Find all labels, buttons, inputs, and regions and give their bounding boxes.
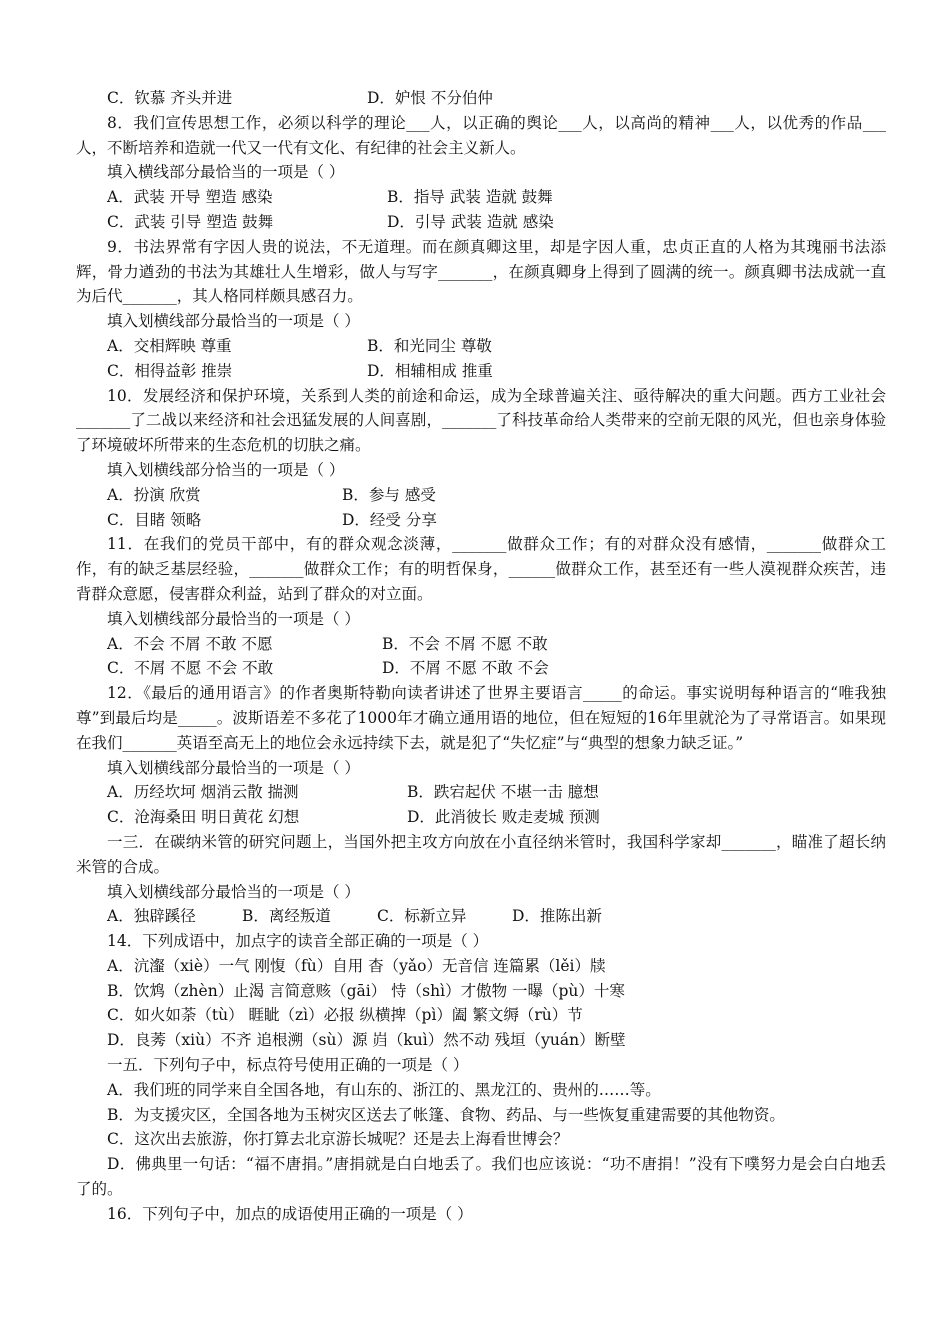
q14-option-a xyxy=(76,954,886,979)
option-b: B．指导 武装 造就 鼓舞 xyxy=(387,188,553,207)
q12-options-cd xyxy=(76,805,886,830)
option-a: A．交相辉映 尊重 xyxy=(107,336,232,355)
option-a: A．历经坎坷 烟消云散 揣测 xyxy=(107,783,299,802)
question-11-text: 11．在我们的党员干部中，有的群众观念淡薄，_______做群众工作；有的对群众没有感情，_______做群众工作，有的缺乏基层经验，_______做群众工作；有的明哲保身，______做群众工作，甚至还有一些人漠视群众疾苦，违背群众意愿，侵害群众利益，站到了群众的对立面。 xyxy=(76,535,886,603)
q9-options-cd xyxy=(76,359,886,384)
q8-options-cd xyxy=(76,210,886,235)
question-10-prompt: 填入划横线部分恰当的一项是（ ） xyxy=(107,460,345,479)
option-c: C．沧海桑田 明日黄花 幻想 xyxy=(107,808,300,827)
option-c: C．钦慕 齐头并进 xyxy=(107,89,233,107)
q10-options-ab xyxy=(76,483,886,508)
question-16-text: 16．下列句子中，加点的成语使用正确的一项是（ ） xyxy=(107,1204,473,1223)
question-9-prompt: 填入划横线部分最恰当的一项是（ ） xyxy=(107,312,360,331)
option-a: A．沆瀣（xiè）一气 刚愎（fù）自用 杳（yǎo）无音信 连篇累（lěi）牍 xyxy=(107,956,606,975)
q7-options-cd xyxy=(76,86,886,111)
q13-options xyxy=(76,904,886,929)
option-c: C．如火如荼（tù） 睚眦（zì）必报 纵横捭（pì）阖 繁文缛（rù）节 xyxy=(107,1006,583,1025)
question-12-text: 12．《最后的通用语言》的作者奥斯特勒向读者讲述了世界主要语言_____的命运。事实说明每种语言的“唯我独尊”到最后均是_____。波斯语差不多花了1000年才确立通用语的地位，但在短短的16年里就沦为了寻常语言。如果现在我们_______英语至高无上的地位会永远持续下去，就是犯了“失忆症”与“典型的想象力缺乏证。” xyxy=(76,684,886,752)
option-d: D．相辅相成 推重 xyxy=(367,361,493,380)
option-c: C．武装 引导 塑造 鼓舞 xyxy=(107,212,274,231)
q14-option-b xyxy=(76,979,886,1004)
option-b: B．饮鸩（zhèn）止渴 言简意赅（gāi） 恃（shì）才傲物 一曝（pù）十寒 xyxy=(107,981,625,1000)
question-10-text: 10．发展经济和保护环境，关系到人类的前途和命运，成为全球普遍关注、亟待解决的重大问题。西方工业社会_______了二战以来经济和社会迅猛发展的人间喜剧，_______了科技革命给人类带来的空前无限的风光，但也亲身体验了环境破坏所带来的生态危机的切肤之痛。 xyxy=(76,386,886,455)
option-b: B．参与 感受 xyxy=(342,485,436,504)
question-9-text: 9．书法界常有字因人贵的说法，不无道理。而在颜真卿这里，却是字因人重，忠贞正直的人格为其瑰丽书法添辉，骨力遒劲的书法为其雄壮人生增彩，做人与写字_______，在颜真卿身上得到了圆满的统一。颜真卿书法成就一直为后代_______，其人格同样颇具感召力。 xyxy=(76,237,886,306)
question-12-prompt: 填入划横线部分最恰当的一项是（ ） xyxy=(107,758,360,777)
q15-option-a: A．我们班的同学来自全国各地，有山东的、浙江的、黑龙江的、贵州的……等。 xyxy=(107,1080,661,1099)
option-d: D．妒恨 不分伯仲 xyxy=(367,89,493,107)
question-14-text: 14．下列成语中，加点字的读音全部正确的一项是（ ） xyxy=(107,932,489,951)
q15-option-b: B．为支援灾区，全国各地为玉树灾区送去了帐篷、食物、药品、与一些恢复重建需要的其他物资。 xyxy=(107,1105,785,1124)
option-b: B．跌宕起伏 不堪一击 臆想 xyxy=(407,783,599,802)
option-d: D．引导 武装 造就 感染 xyxy=(387,212,554,231)
option-c: C．不屑 不愿 不会 不敢 xyxy=(107,659,274,678)
option-b: B．不会 不屑 不愿 不敢 xyxy=(382,634,548,653)
option-a: A．独辟蹊径 xyxy=(107,907,196,926)
option-b: B．离经叛道 xyxy=(242,907,331,926)
q15-option-c: C．这次出去旅游，你打算去北京游长城呢？还是去上海看世博会？ xyxy=(107,1130,569,1149)
question-13-prompt: 填入划横线部分最恰当的一项是（ ） xyxy=(107,882,360,901)
document-page xyxy=(76,86,886,1227)
q11-options-ab xyxy=(76,632,886,657)
option-b: B．和光同尘 尊敬 xyxy=(367,336,492,355)
option-d: D．此消彼长 败走麦城 预测 xyxy=(407,808,600,827)
question-13-text: 一三．在碳纳米管的研究问题上，当国外把主攻方向放在小直径纳米管时，我国科学家却_______，瞄准了超长纳米管的合成。 xyxy=(76,832,886,876)
q11-options-cd xyxy=(76,656,886,681)
q9-options-ab xyxy=(76,334,886,359)
option-c: C．目睹 领略 xyxy=(107,510,202,529)
question-8-prompt: 填入横线部分最恰当的一项是（ ） xyxy=(107,163,345,182)
q8-options-ab xyxy=(76,185,886,210)
option-d: D．推陈出新 xyxy=(512,907,602,926)
option-d: D．不屑 不愿 不敢 不会 xyxy=(382,659,549,678)
option-c: C．相得益彰 推崇 xyxy=(107,361,233,380)
q12-options-ab xyxy=(76,780,886,805)
option-d: D．良莠（xiù）不齐 追根溯（sù）源 岿（kuì）然不动 残垣（yuán）断壁 xyxy=(107,1031,626,1050)
option-a: A．武装 开导 塑造 感染 xyxy=(107,188,273,207)
option-d: D．经受 分享 xyxy=(342,510,437,529)
q15-option-d: D．佛典里一句话：“福不唐捐。”唐捐就是白白地丢了。我们也应该说：“功不唐捐！”没有下噗努力是会白白地丢了的。 xyxy=(76,1155,886,1199)
option-a: A．扮演 欣赏 xyxy=(107,485,201,504)
question-11-prompt: 填入划横线部分最恰当的一项是（ ） xyxy=(107,609,360,628)
q14-option-c xyxy=(76,1003,886,1028)
q10-options-cd xyxy=(76,508,886,533)
question-8-text: 8．我们宣传思想工作，必须以科学的理论___人，以正确的舆论___人，以高尚的精神___人，以优秀的作品___人，不断培养和造就一代又一代有文化、有纪律的社会主义新人。 xyxy=(76,113,886,157)
question-15-text: 一五．下列句子中，标点符号使用正确的一项是（ ） xyxy=(107,1056,469,1075)
q14-option-d xyxy=(76,1028,886,1053)
option-a: A．不会 不屑 不敢 不愿 xyxy=(107,634,273,653)
option-c: C．标新立异 xyxy=(377,907,467,926)
